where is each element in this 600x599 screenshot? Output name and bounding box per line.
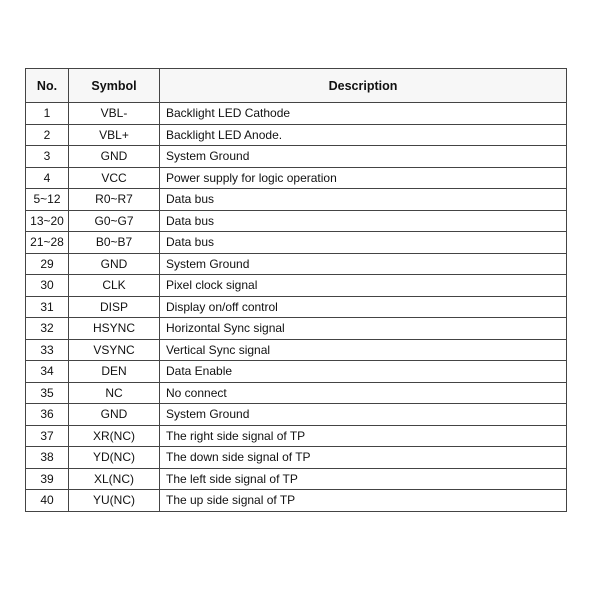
cell-description: System Ground <box>160 253 567 275</box>
table-row <box>26 103 567 125</box>
cell-pin-no: 39 <box>26 468 69 490</box>
cell-symbol: G0~G7 <box>69 210 160 232</box>
table-row <box>26 468 567 490</box>
cell-symbol: VBL+ <box>69 124 160 146</box>
table-row <box>26 425 567 447</box>
table-row <box>26 490 567 512</box>
cell-symbol: XR(NC) <box>69 425 160 447</box>
cell-pin-no: 30 <box>26 275 69 297</box>
cell-description: System Ground <box>160 146 567 168</box>
cell-pin-no: 13~20 <box>26 210 69 232</box>
cell-description: Data bus <box>160 232 567 254</box>
table-row <box>26 253 567 275</box>
cell-description: Vertical Sync signal <box>160 339 567 361</box>
cell-description: Display on/off control <box>160 296 567 318</box>
pin-definition-table <box>25 68 567 512</box>
cell-symbol: VCC <box>69 167 160 189</box>
cell-symbol: XL(NC) <box>69 468 160 490</box>
cell-description: No connect <box>160 382 567 404</box>
cell-symbol: B0~B7 <box>69 232 160 254</box>
cell-pin-no: 21~28 <box>26 232 69 254</box>
cell-symbol: DISP <box>69 296 160 318</box>
cell-description: The right side signal of TP <box>160 425 567 447</box>
header-symbol: Symbol <box>69 69 160 103</box>
table-body <box>26 103 567 512</box>
cell-description: Backlight LED Anode. <box>160 124 567 146</box>
cell-description: Horizontal Sync signal <box>160 318 567 340</box>
cell-description: Data bus <box>160 189 567 211</box>
table-row <box>26 275 567 297</box>
cell-symbol: GND <box>69 404 160 426</box>
cell-description: The left side signal of TP <box>160 468 567 490</box>
cell-description: The down side signal of TP <box>160 447 567 469</box>
header-no: No. <box>26 69 69 103</box>
cell-symbol: HSYNC <box>69 318 160 340</box>
table-row <box>26 167 567 189</box>
cell-pin-no: 33 <box>26 339 69 361</box>
table-row <box>26 361 567 383</box>
table-row <box>26 339 567 361</box>
cell-description: The up side signal of TP <box>160 490 567 512</box>
cell-pin-no: 1 <box>26 103 69 125</box>
cell-pin-no: 5~12 <box>26 189 69 211</box>
cell-pin-no: 29 <box>26 253 69 275</box>
cell-description: Pixel clock signal <box>160 275 567 297</box>
table-row <box>26 296 567 318</box>
table-row <box>26 318 567 340</box>
cell-pin-no: 36 <box>26 404 69 426</box>
cell-symbol: YD(NC) <box>69 447 160 469</box>
cell-description: Backlight LED Cathode <box>160 103 567 125</box>
cell-pin-no: 34 <box>26 361 69 383</box>
table-row <box>26 146 567 168</box>
cell-symbol: NC <box>69 382 160 404</box>
cell-pin-no: 32 <box>26 318 69 340</box>
table-row <box>26 124 567 146</box>
cell-description: Data Enable <box>160 361 567 383</box>
cell-pin-no: 37 <box>26 425 69 447</box>
cell-pin-no: 31 <box>26 296 69 318</box>
cell-pin-no: 3 <box>26 146 69 168</box>
table-row <box>26 210 567 232</box>
cell-pin-no: 40 <box>26 490 69 512</box>
cell-symbol: DEN <box>69 361 160 383</box>
cell-pin-no: 35 <box>26 382 69 404</box>
cell-symbol: YU(NC) <box>69 490 160 512</box>
cell-pin-no: 38 <box>26 447 69 469</box>
cell-symbol: CLK <box>69 275 160 297</box>
cell-description: Data bus <box>160 210 567 232</box>
cell-pin-no: 2 <box>26 124 69 146</box>
table-row <box>26 232 567 254</box>
cell-pin-no: 4 <box>26 167 69 189</box>
header-description: Description <box>160 69 567 103</box>
cell-symbol: GND <box>69 146 160 168</box>
table-row <box>26 404 567 426</box>
table-row <box>26 447 567 469</box>
table-row <box>26 382 567 404</box>
table-row <box>26 189 567 211</box>
cell-description: Power supply for logic operation <box>160 167 567 189</box>
cell-description: System Ground <box>160 404 567 426</box>
cell-symbol: GND <box>69 253 160 275</box>
cell-symbol: VSYNC <box>69 339 160 361</box>
cell-symbol: VBL- <box>69 103 160 125</box>
table-header-row <box>26 69 567 103</box>
cell-symbol: R0~R7 <box>69 189 160 211</box>
